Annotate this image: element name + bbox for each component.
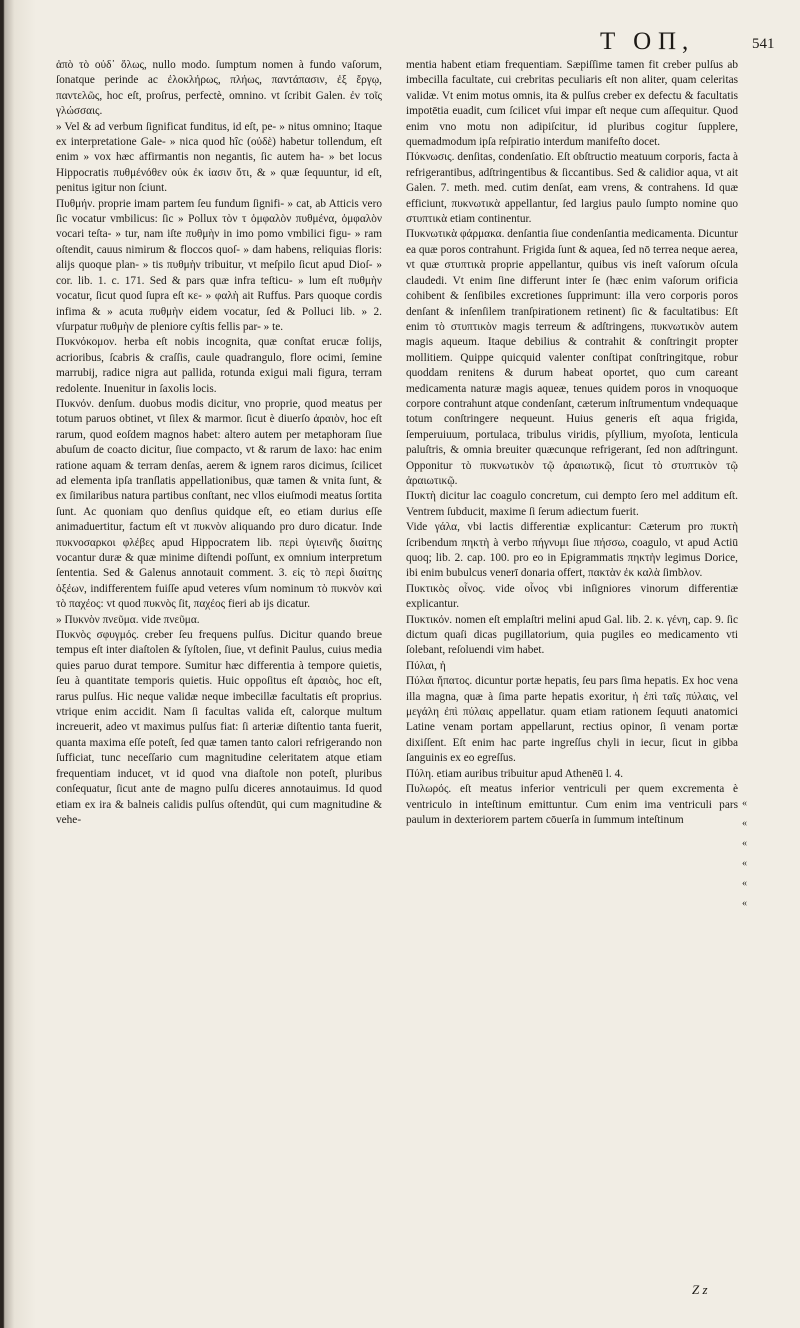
margin-quote-mark: « bbox=[742, 858, 747, 869]
entry-paragraph: Πύλαι, ἡ bbox=[406, 659, 446, 672]
entry-paragraph: Πυλωρός. eſt meatus inferior ventriculi per quem excrementa è ventriculo in inteſtinum emittuntur. Cum enim ima ventriculi pars paulum in dexteriorem partem cōuerſa in ſummum inteſtinum bbox=[406, 783, 738, 826]
entry-paragraph: Πύλαι ἥπατος. dicuntur portæ hepatis, ſeu pars ſima hepatis. Ex hoc vena illa magna, quæ à ſima parte hepatis exoritur, ἡ ἐπὶ ταῖς πύλαις, vel μεγάλη ἐπὶ πύλαις appellatur. quam etiam rationem ſequuti anatomici Latine venam portam appellarunt, rectius opinor, ſi venam portæ dixiſſent. Eſt enim hac parte ingreſſus chyli in iecur, ſicut in gibba ſanguinis ex eo egreſſus. bbox=[406, 675, 738, 765]
entry-paragraph: Πυκτικόν. nomen eſt emplaſtri melini apud Gal. lib. 2. κ. γένη, cap. 9. ſic dictum quaſi dicas pugillatorium, quia pugiles eo medicamento vti ſolebant, reſoluendi vim habet. bbox=[406, 613, 738, 657]
margin-quote-mark: « bbox=[742, 898, 747, 909]
entry-paragraph: Πυκνόν. denſum. duobus modis dicitur, vno proprie, quod meatus per totum paruos obtinet, vt ſilex & marmor. ſicut è diuerſo ἀραιὸν, hoc eſt rarum, quod eoſdem magnos habet: altero autem per metaphoram ſiue abuſum de coacto dicitur, ſiue compacto, vt & rarum de laxo: hac enim ratione aquam & terram denſas, aerem & ignem raros dicimus, ſcilicet ad elementa ipſa tranſlatis appellationibus, quæ tamen & vnita ſunt, & ex ſimilaribus natura partibus conſtant, nec vllos eiuſmodi meatus ſortita ſunt. Ac quoniam quo denſius quidque eſt, eo etiam durius eſſe animaduertitur, factum eſt vt πυκνὸν aliquando pro duro dicatur. Inde πυκνοσαρκοι φλέβες apud Hippocratem lib. περὶ ὑγιεινῆς διαίτης vocantur duræ & quæ minime diſtendi poſſunt, ex omnium interpretum ſententia. Sed & Galenus annotauit comment. 3. εἰς τὸ περὶ διαίτης ὀξέων, indifferentem fuiſſe apud veteres vſum nominum τὸ πυκνὸν καὶ τὸ παχέος: vt quod πυκνὸς ſit, παχέος fieri ab ijs dicatur. bbox=[56, 397, 382, 611]
entry-paragraph: Πυκνόκομον. herba eſt nobis incognita, quæ conſtat erucæ folijs, acrioribus, ſcabris & craſſis, caule quadrangulo, flore ocimi, ſemine marrubij, radice nigra aut pallida, rotunda exigui mali figura, terram redolente. Inuenitur in ſaxolis locis. bbox=[56, 336, 382, 395]
page-number: 541 bbox=[752, 36, 775, 52]
entry-paragraph: » Πυκνὸν πνεῦμα. vide πνεῦμα. bbox=[56, 613, 200, 626]
entry-paragraph: Πυθμήν. proprie imam partem ſeu fundum ſignifi- » cat, ab Atticis vero ſic vocatur vmbilicus: ſic » Pollux τὸν τ ὀμφαλὸν πυθμένα, ὀμφαλὸν vocari teſta- » tur, nam iſte πυθμὴν in imo pomo vmbilici figu- » ram oſtendit, cauus nimirum & floccos quoſ- » dam habens, reliquias floris: alijs quoque plan- » tis πυθμὴν tribuitur, vt meſpilo ſicut apud Dioſ- » cor. lib. 1. c. 171. Sed & pars quæ infra teſticu- » lum eſt πυθμὴν vocatur, ſicut quod ſupra eſt κε- » φαλὴ ait Ruffus. Pars quoque cordis infima & » acuta πυθμὴν eidem vocatur, ſed & Polluci lib. » 2. vſurpatur πυθμὴν de pleniore cyſtis fellis par- » te. bbox=[56, 197, 382, 333]
running-head-right: Π, bbox=[658, 28, 695, 55]
margin-quote-mark: « bbox=[742, 838, 747, 849]
entry-paragraph: Πυκτὴ dicitur lac coagulo concretum, cui dempto ſero mel additum eſt. Ventrem ſubducit, maxime ſi ſerum adiectum fuerit. bbox=[406, 490, 738, 518]
entry-paragraph: » Vel & ad verbum ſignificat funditus, id eſt, pe- » nitus omnino; Itaque ex interpretatione Gale- » nica quod hîc (οὐδὲ) habetur tollendum, eſt enim » vox hæc affirmantis non negantis, ſic autem ha- » bet locus Hippocratis πυθμένόθεν οὐκ ἐκ ἰασιν ὅτι, & » quæ ſequuntur, id eſt, penitus igitur non ſciunt. bbox=[56, 120, 382, 195]
entry-paragraph: Πύκνωσις. denſitas, condenſatio. Eſt obſtructio meatuum corporis, facta à refrigerantibus, adſtringentibus & ſiccantibus. Sed & calidior aqua, vt ait Galen. 7. meth. med. cutim denſat, eam vrens, & contrahens. Id quæ efficiunt, πυκνωτικὰ appellantur, ſed largius paulo ſumpto nomine quo στυπτικὰ etiam continentur. bbox=[406, 151, 738, 226]
entry-paragraph: Πύλη. etiam auribus tribuitur apud Athenēū l. 4. bbox=[406, 767, 624, 780]
entry-paragraph: Πυκνωτικὰ φάρμακα. denſantia ſiue condenſantia medicamenta. Dicuntur ea quæ poros contrahunt. Frigida ſunt & aquea, ſed nō terrea neque aerea, vt quæ στυπτικὰ proprie appellantur, quibus vis ineſt vaſorum oſcula claudedi. Vt enim ſine differunt inter ſe (hæc enim vaſorum orificia cohibent & ſenſibiles excretiones ſupprimunt: illa vero corporis poros denſant & inſenſilem tranſpirationem retinent) ſic & facultatibus: Eſt enim τὸ στυπτικὸν magis terreum & adſtringens, πυκνωτικὸν autem magis aqueum. Itaque debilius & contrahit & conſtringit propter mollitiem. Quippe quicquid valenter conſtipat conſtringitque, robur quoddam renitens & durum habeat oportet, quo cum careant medicamenta naturæ magis aqueæ, tenues quidem poros in vnoquoque corpore contrahunt atque condenſant, cæterum inſtrumentum vndequaque totum conſtringere nequeunt. Huius generis eſt aqua frigida, ſemperuiuum, portulaca, tribulus viridis, pſyllium, myoſota, lenticula paluſtris, & omnia breuiter quæcunque refrigerant, ſed non adſtringunt. Opponitur τὸ πυκνωτικὸν τῷ ἀραιωτικῷ, ſicut τὸ στυπτικὸν τῷ ἀραιωτικῷ. bbox=[406, 228, 738, 487]
right-text-column bbox=[406, 58, 738, 1298]
margin-quote-mark: « bbox=[742, 798, 747, 809]
running-head bbox=[0, 28, 800, 58]
entry-paragraph: ἀπὸ τὸ οὐδ᾽ ὅλως, nullo modo. ſumptum nomen à fundo vaſorum, ſonatque perinde ac ἐλοκλήρως, πλήως, παντάπασιν, ἐξ ἔργῳ, παντελῶς, hoc eſt, proſrus, perfectè, omnino. vt ſcribit Galen. ἐν τοῖς γλώσσαις. bbox=[56, 59, 382, 118]
left-text-column bbox=[56, 58, 382, 1298]
margin-quote-mark: « bbox=[742, 818, 747, 829]
entry-paragraph: Πυκνὸς σφυγμός. creber ſeu frequens pulſus. Dicitur quando breue tempus eſt inter diaſtolen & ſyſtolen, ſiue, vt definit Paulus, cuius media quies paruo durat tempore. Sumitur hæc differentia à tempore quietis, ſeu à quantitate temporis quietis. Huic oppoſitus eſt ἀραιὸς, hoc eſt, rarus pulſus. Hic neque validæ neque imbecillæ facultatis eſt proprius. vtrique enim accidit. Nam ſi facultas valida eſt, calorque multum increuerit, adeo vt maximus pulſus fiat: ſi arteriæ diſtentio tanta fuerit, quanta maxima eſſe poteſt, ſed quæ tamen tanto calori refrigerando non ſufficiat, tunc neceſſario cum magnitudine celeritatem atque etiam frequentiam inducet, vt id quod vna diaſtole non poteſt, pluribus conſequatur, ſicut ante de magno pulſu diceres annotauimus. Id quod etiam ex ira & balneis calidis pulſus oſtendūt, qui cum magnitudine & vehe- bbox=[56, 629, 382, 826]
running-head-left: T O bbox=[600, 28, 658, 55]
margin-quote-mark: « bbox=[742, 878, 747, 889]
book-binding-edge bbox=[0, 0, 36, 1328]
entry-paragraph: mentia habent etiam frequentiam. Sæpiſſime tamen fit creber pulſus ab imbecilla facultate, cui crebritas peculiaris eſt non aliter, quam celeritas validæ. Vt enim motus omnis, ita & pulſus creber ex defectu & facultatis impotētia euadit, cum ſcilicet vſui impar eſt neque cum aſſequitur. Quod enim vno motu non adipiſcitur, id pluribus cogitur ſupplere, quemadmodum ipſa reſpiratio interdum manifeſto docet. bbox=[406, 59, 738, 149]
entry-paragraph: Vide γάλα, vbi lactis differentiæ explicantur: Cæterum pro πυκτὴ ſcribendum πηκτὴ à verbo πήγνυμι ſiue πήσσω, coagulo, vt apud Actiū quoq; lib. 2. cap. 100. pro eo in Epigrammatis πηκτὴν legimus Dorice, ibi enim bubulcus venerī donaria offert, πακτὰν ἐκ καλὰ ſimbλov. bbox=[406, 521, 738, 580]
entry-paragraph: Πυκτικὸς οἶνος. vide οἶνος vbi inſigniores vinorum differentiæ explicantur. bbox=[406, 582, 738, 611]
catchword-signature: Z z bbox=[692, 1282, 708, 1297]
